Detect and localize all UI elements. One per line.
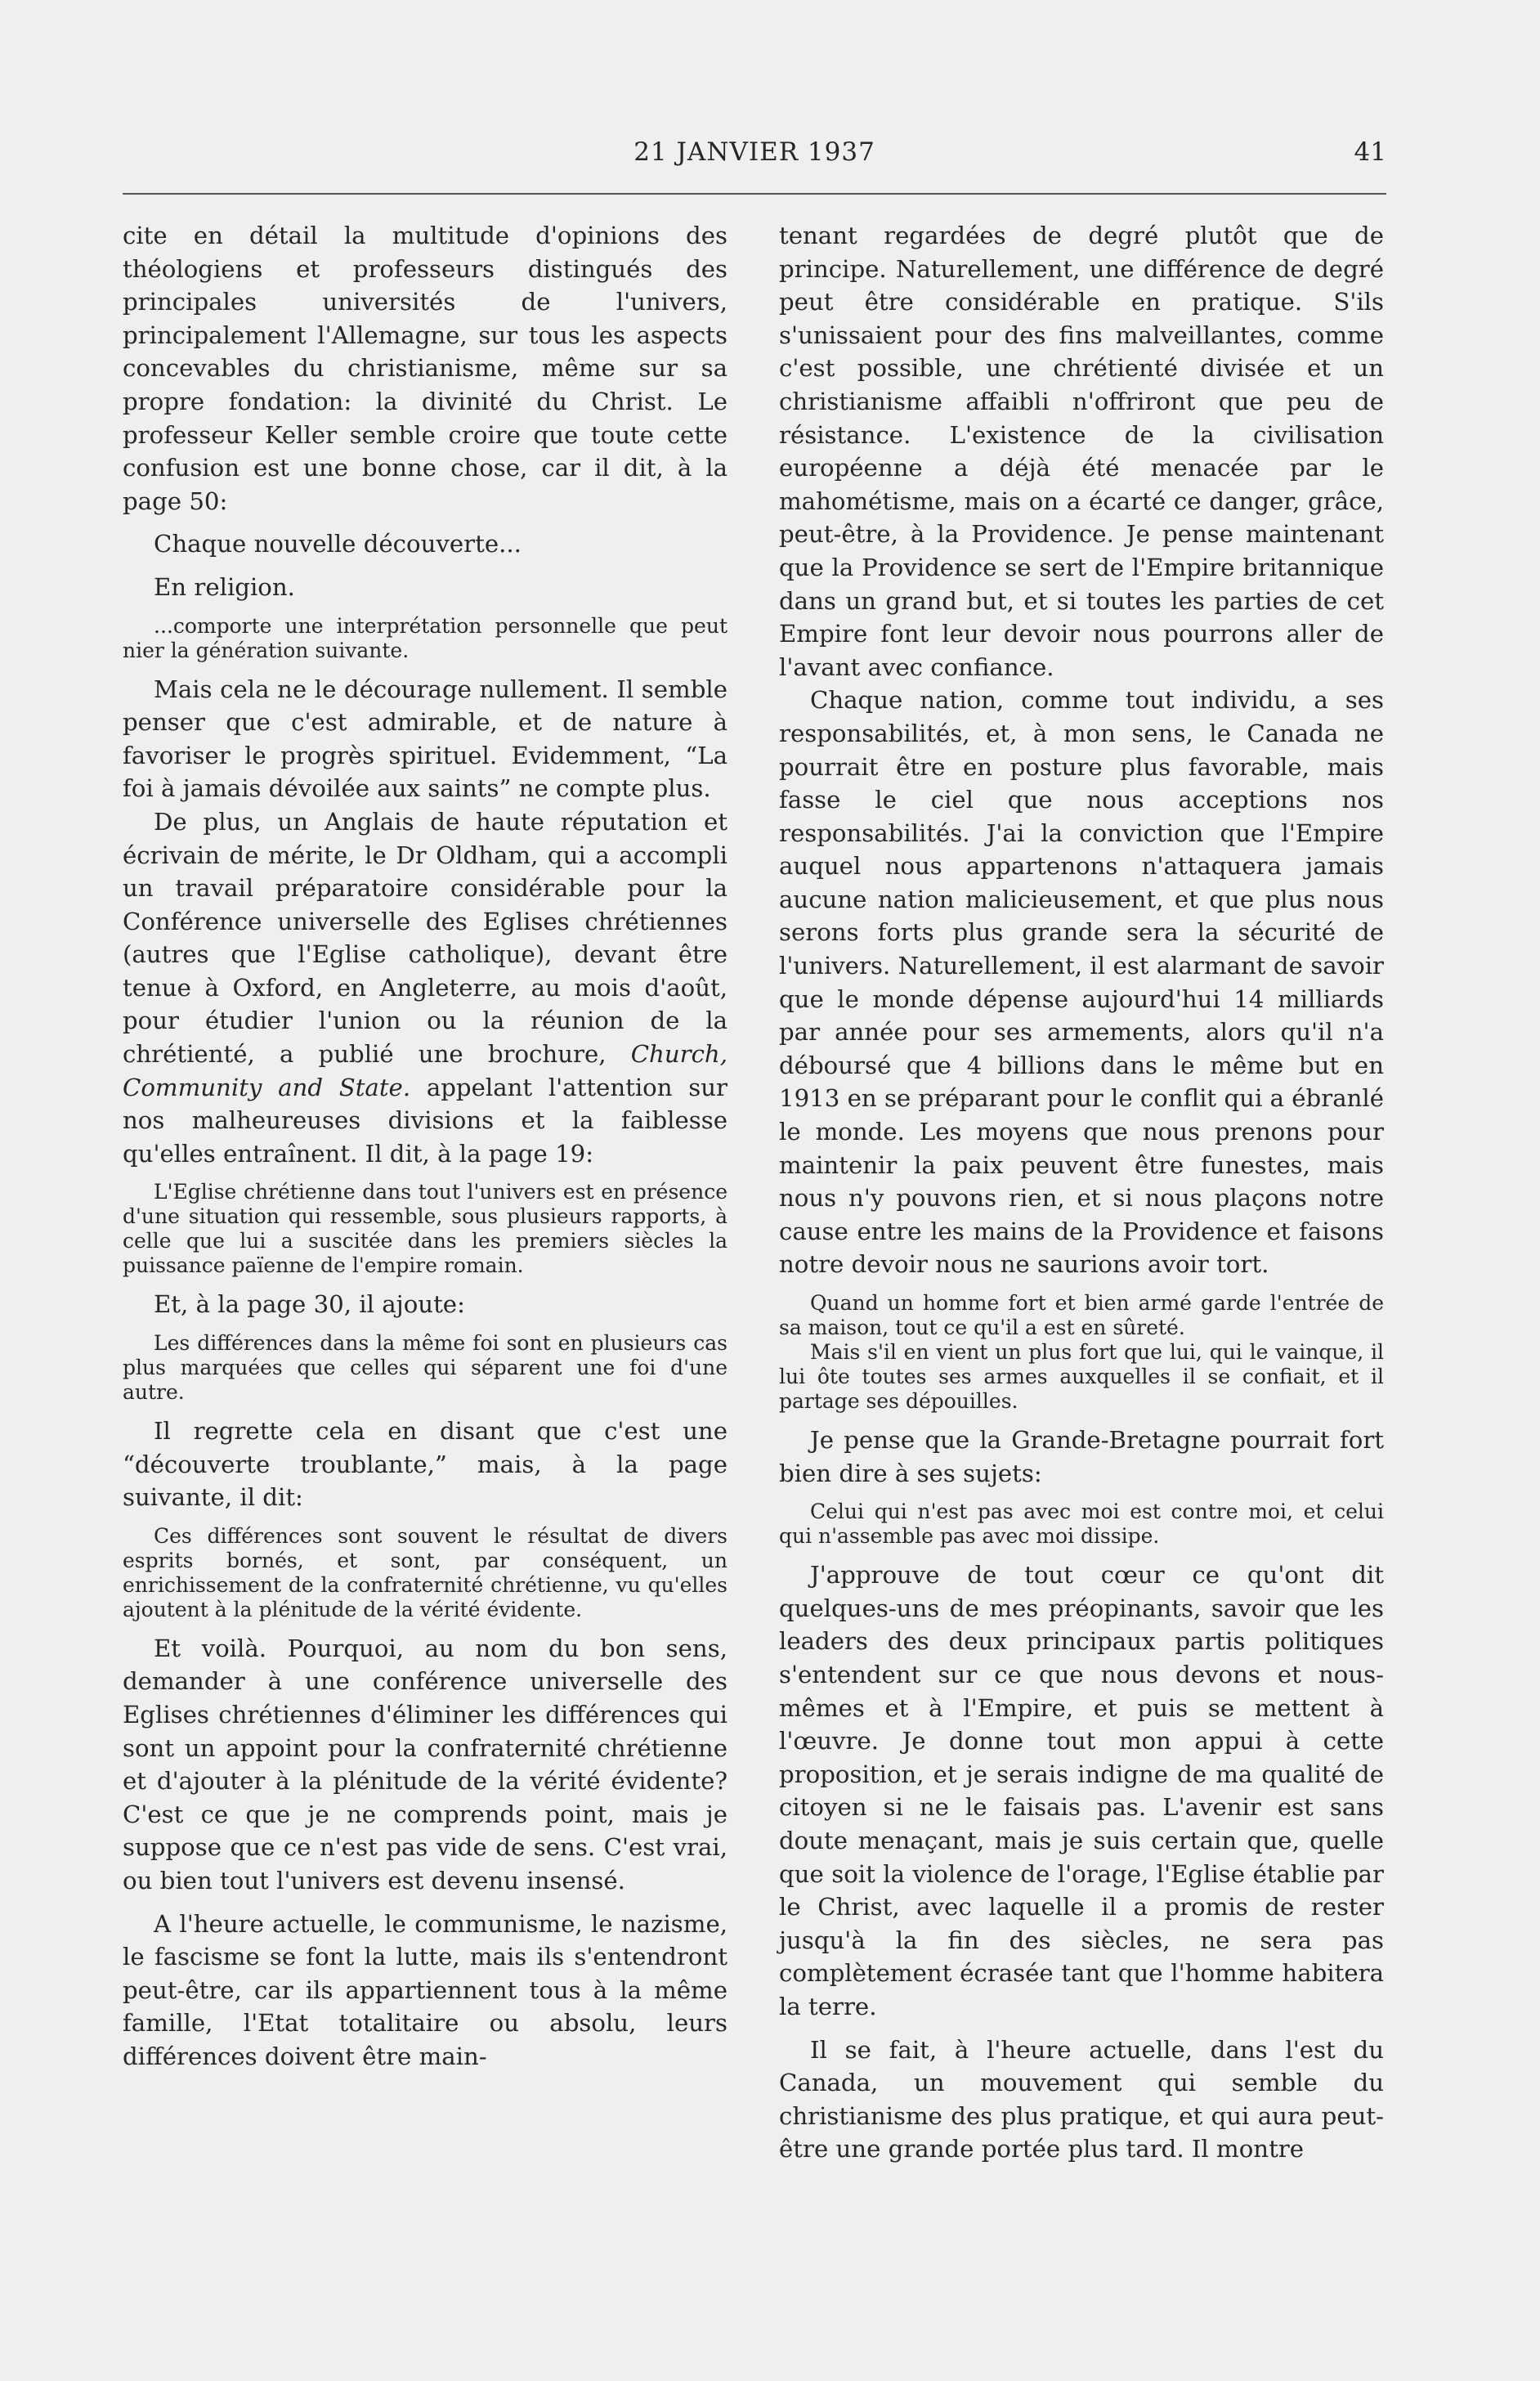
block-quote: Quand un homme fort et bien armé garde l'entrée de sa maison, tout ce qu'il a est en sûreté. [779,1291,1384,1339]
block-quote: Ces différences sont souvent le résultat de divers esprits bornés, et sont, par conséquent, un enrichissement de la confraternité chrétienne, vu qu'elles ajoutent à la plénitude de la vérité évidente. [123,1523,727,1621]
page-header [123,137,1386,183]
book-title: Church, Community and State. [123,1040,727,1101]
paragraph: Et voilà. Pourquoi, au nom du bon sens, demander à une conférence universelle des Eglises chrétiennes d'éliminer les différences qui sont un appoint pour la confraternité chrétienne et d'ajouter à la plénitude de la vérité évidente? C'est ce que je ne comprends point, mais je suppose que ce n'est pas vide de sens. C'est vrai, ou bien tout l'univers est devenu insensé. [123,1634,727,1894]
paragraph: tenant regardées de degré plutôt que de principe. Naturellement, une différence de degré peut être considérable en pratique. S'ils s'unissaient pour des fins malveillantes, comme c'est possible, une chrétienté divisée et un christianisme affaibli n'offriront que peu de résistance. L'existence de la civilisation européenne a déjà été menacée par le mahométisme, mais on a écarté ce danger, grâce, peut-être, à la Providence. Je pense maintenant que la Providence se sert de l'Empire britannique dans un grand but, et si toutes les parties de cet Empire font leur devoir nous pourrons aller de l'avant avec confiance. [779,222,1384,681]
paragraph: Et, à la page 30, il ajoute: [154,1290,465,1319]
paragraph: En religion. [154,572,295,601]
block-quote: ...comporte une interprétation personnelle que peut nier la génération suivante. [123,613,727,662]
block-quote: Mais s'il en vient un plus fort que lui, qui le vainque, il lui ôte toutes ses armes auxquelles il se confiait, et il partage ses dépouilles. [779,1340,1384,1413]
running-title: 21 JANVIER 1937 [633,137,875,167]
paragraph: Il se fait, à l'heure actuelle, dans l'est du Canada, un mouvement qui semble du christianisme des plus pratique, et qui aura peut-être une grande portée plus tard. Il montre [779,2035,1384,2164]
paragraph: cite en détail la multitude d'opinions des théologiens et professeurs distingués des principales universités de l'univers, principalement l'Allemagne, sur tous les aspects concevables du christianisme, même sur sa propre fondation: la divinité du Christ. Le professeur Keller semble croire que toute cette confusion est une bonne chose, car il dit, à la page 50: [123,222,727,515]
paragraph-text: appelant l'attention sur nos malheureuses divisions et la faiblesse qu'elles entraînent. Il dit, à la page 19: [123,1073,727,1168]
left-column [123,219,727,2074]
block-quote: Celui qui n'est pas avec moi est contre moi, et celui qui n'assemble pas avec moi dissipe. [779,1500,1384,1549]
block-quote: L'Eglise chrétienne dans tout l'univers est en présence d'une situation qui ressemble, sous plusieurs rapports, à celle que lui a suscitée dans les premiers siècles la puissance païenne de l'empire romain. [123,1180,727,1278]
paragraph: Chaque nation, comme tout individu, a ses responsabilités, et, à mon sens, le Canada ne pourrait être en posture plus favorable, mais fasse le ciel que nous acceptions nos responsabilités. J'ai la conviction que l'Empire auquel nous appartenons n'attaquera jamais aucune nation malicieusement, et que plus nous serons forts plus grande sera la sécurité de l'univers. Naturellement, il est alarmant de savoir que le monde dépense aujourd'hui 14 milliards par année pour ses armements, alors qu'il n'a déboursé que 4 billions dans le même but en 1913 en se préparant pour le conflit qui a ébranlé le monde. Les moyens que nous prenons pour maintenir la paix peuvent être funestes, mais nous n'y pouvons rien, et si nous plaçons notre cause entre les mains de la Providence et faisons notre devoir nous ne saurions avoir tort. [779,686,1384,1279]
paragraph: A l'heure actuelle, le communisme, le nazisme, le fascisme se font la lutte, mais ils s'entendront peut-être, car ils appartiennent tous à la même famille, l'Etat totalitaire ou absolu, leurs différences doivent être main- [123,1909,727,2070]
paragraph: Il regrette cela en disant que c'est une “découverte troublante,” mais, à la page suivante, il dit: [123,1417,727,1512]
paragraph-text: De plus, un Anglais de haute réputation et écrivain de mérite, le Dr Oldham, qui a accompli un travail préparatoire considérable pour la Conférence universelle des Eglises chrétiennes (autres que l'Eglise catholique), devant être tenue à Oxford, en Angleterre, au mois d'août, pour étudier l'union ou la réunion de la chrétienté, a publié une brochure, [123,807,727,1069]
header-rule [123,193,1386,195]
block-quote: Les différences dans la même foi sont en plusieurs cas plus marquées que celles qui séparent une foi d'une autre. [123,1331,727,1405]
paragraph: Je pense que la Grande-Bretagne pourrait fort bien dire à ses sujets: [779,1426,1384,1487]
paragraph: Chaque nouvelle découverte... [154,530,522,558]
paragraph: J'approuve de tout cœur ce qu'ont dit quelques-uns de mes préopinants, savoir que les leaders des deux principaux partis politiques s'entendent sur ce que nous devons et nous-mêmes et à l'Empire, et puis se mettent à l'œuvre. Je donne tout mon appui à cette proposition, et je serais indigne de ma qualité de citoyen si ne le faisais pas. L'avenir est sans doute menaçant, mais je suis certain que, quelle que soit la violence de l'orage, l'Eglise établie par le Christ, avec laquelle il a promis de rester jusqu'à la fin des siècles, ne sera pas complètement écrasée tant que l'homme habitera la terre. [779,1561,1384,2020]
page-number: 41 [1354,137,1386,167]
paragraph: Mais cela ne le décourage nullement. Il semble penser que c'est admirable, et de nature à favoriser le progrès spirituel. Evidemment, “La foi à jamais dévoilée aux saints” ne compte plus. [123,675,727,803]
right-column [779,219,1384,2166]
paragraph [123,805,727,1171]
